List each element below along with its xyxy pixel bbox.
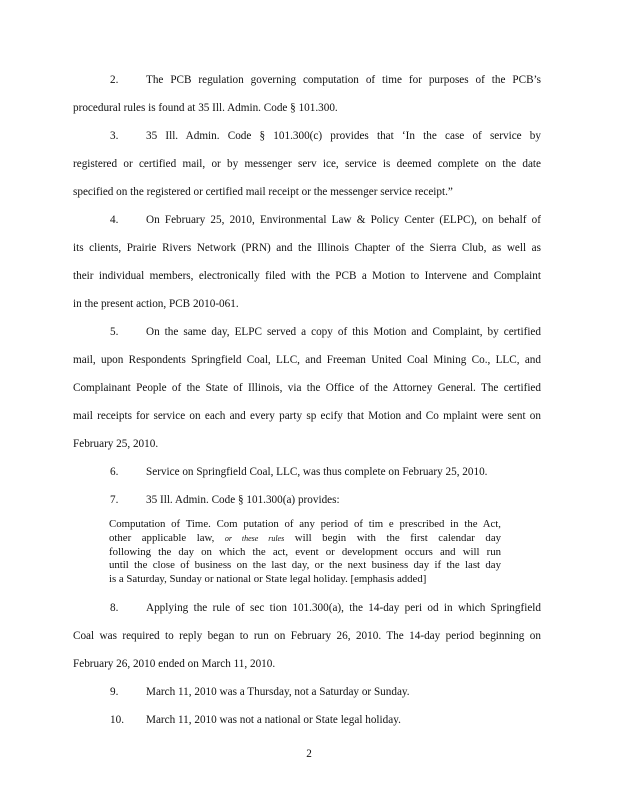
page-number: 2 (306, 748, 312, 760)
paragraph-8 (73, 594, 541, 678)
paragraph-line: mail, upon Respondents Springfield Coal, LLC, and Freeman United Coal Mining Co., LLC, and (73, 354, 541, 366)
paragraph-line: Complainant People of the State of Illinois, via the Office of the Attorney General. The certified (73, 382, 541, 394)
paragraph-line: February 25, 2010. (73, 438, 159, 450)
paragraph-number: 4. (110, 214, 119, 226)
paragraph-line: On the same day, ELPC served a copy of this Motion and Complaint, by certified (146, 326, 541, 338)
paragraph-4 (73, 206, 541, 318)
paragraph-line: Service on Springfield Coal, LLC, was thus complete on February 25, 2010. (146, 466, 488, 478)
quote-line: other applicable law, or these rules will begin with the first calendar day (109, 531, 502, 544)
paragraph-6 (73, 458, 541, 486)
quote-line: following the day on which the act, event or development occurs and will run (109, 545, 501, 558)
paragraph-number: 5. (110, 326, 119, 338)
paragraph-number: 9. (110, 686, 119, 698)
paragraph-number: 10. (110, 714, 124, 726)
paragraph-line: Applying the rule of sec tion 101.300(a), the 14-day peri od in which Springfield (146, 602, 541, 614)
paragraph-line: registered or certified mail, or by messenger serv ice, service is deemed complete on the date (73, 158, 541, 170)
paragraph-line: March 11, 2010 was a Thursday, not a Saturday or Sunday. (146, 686, 410, 698)
paragraph-number: 7. (110, 494, 119, 506)
paragraph-3 (73, 122, 541, 206)
paragraph-2 (73, 66, 541, 122)
paragraph-line: March 11, 2010 was not a national or State legal holiday. (146, 714, 401, 726)
paragraph-9 (73, 678, 541, 706)
paragraph-line: specified on the registered or certified mail receipt or the messenger service receipt.” (73, 186, 453, 198)
paragraph-line: On February 25, 2010, Environmental Law & Policy Center (ELPC), on behalf of (146, 214, 541, 226)
paragraph-line: its clients, Prairie Rivers Network (PRN) and the Illinois Chapter of the Sierra Club, as well as (73, 242, 541, 254)
paragraph-line: 35 Ill. Admin. Code § 101.300(a) provides: (146, 494, 340, 506)
quote-line: is a Saturday, Sunday or national or State legal holiday. [emphasis added] (109, 573, 427, 586)
paragraph-line: their individual members, electronically filed with the PCB a Motion to Intervene and Complaint (73, 270, 541, 282)
paragraph-line: 35 Ill. Admin. Code § 101.300(c) provides that ‘In the case of service by (146, 130, 541, 142)
paragraph-5 (73, 318, 541, 458)
quote-line: Computation of Time. Com putation of any period of tim e prescribed in the Act, (109, 518, 501, 530)
paragraph-line: The PCB regulation governing computation of time for purposes of the PCB’s (146, 74, 541, 86)
paragraph-line: procedural rules is found at 35 Ill. Admin. Code § 101.300. (73, 102, 338, 114)
block-quote (109, 518, 501, 587)
paragraph-line: Coal was required to reply began to run on February 26, 2010. The 14-day period beginning on (73, 630, 541, 642)
paragraph-number: 2. (110, 74, 119, 86)
paragraph-number: 3. (110, 130, 119, 142)
paragraph-number: 8. (110, 602, 119, 614)
quote-italic-phrase: or these rules (224, 533, 285, 543)
paragraph-number: 6. (110, 466, 119, 478)
paragraph-line: in the present action, PCB 2010-061. (73, 298, 239, 310)
paragraph-line: February 26, 2010 ended on March 11, 2010. (73, 658, 276, 670)
paragraph-line: mail receipts for service on each and every party sp ecify that Motion and Co mplaint were sent on (73, 410, 541, 422)
paragraph-10 (73, 706, 541, 734)
quote-line: until the close of business on the last day, or the next business day if the last day (109, 559, 501, 572)
paragraph-7 (73, 486, 541, 514)
